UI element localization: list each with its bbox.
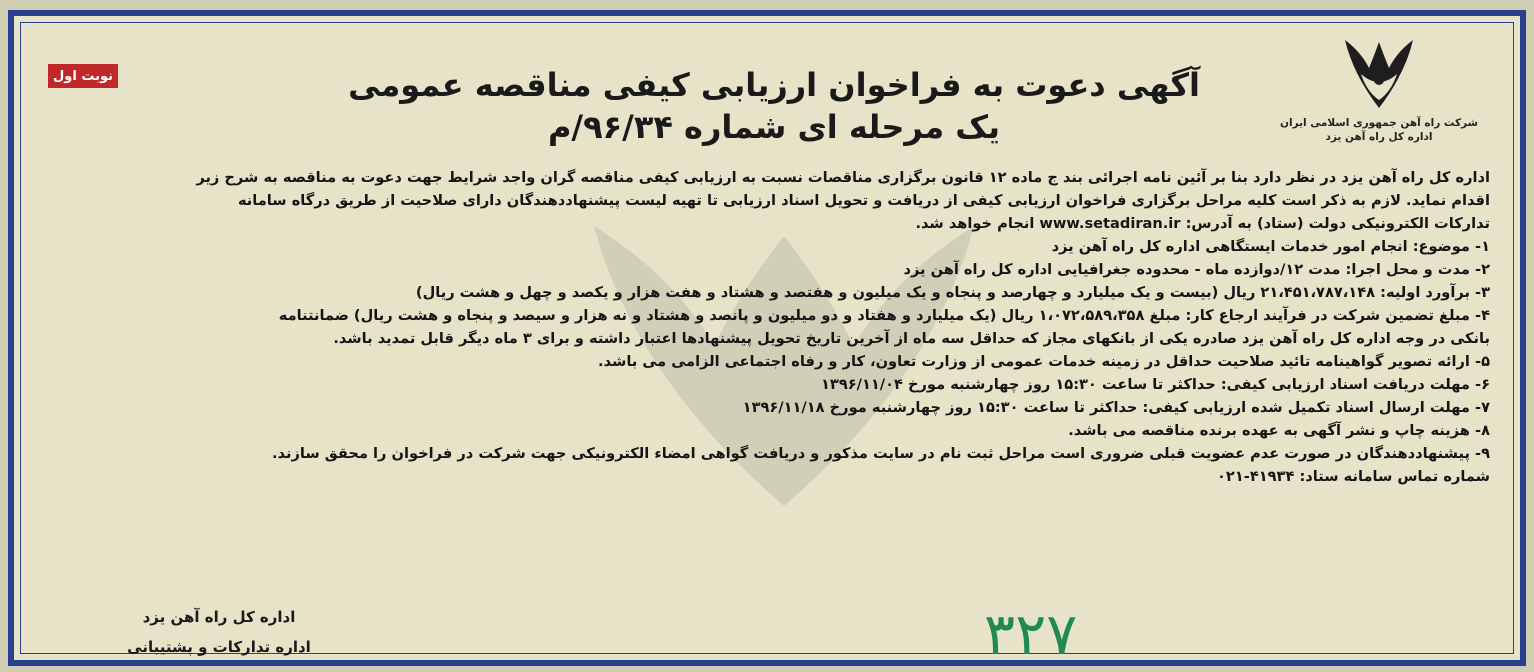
body-line: ۶- مهلت دریافت اسناد ارزیابی کیفی: حداکثر تا ساعت ۱۵:۳۰ روز چهارشنبه مورخ ۱۳۹۶/۱۱/۰۴ [821,376,1490,393]
body-line: ۲- مدت و محل اجرا: مدت ۱۲/دوازده ماه - محدوده جغرافیایی اداره کل راه آهن یزد [903,261,1490,278]
signature-organization: اداره کل راه آهن یزد [142,608,296,626]
railway-logo-icon [1339,34,1419,116]
organization-header [1264,34,1494,144]
body-line: اقدام نماید. لازم به ذکر است کلیه مراحل برگزاری فراخوان ارزیابی کیفی از دریافت و تحویل اسناد ارزیابی تا تهیه لیست پیشنهاددهندگان دارای صلاحیت از طریق درگاه سامانه [237,192,1490,209]
newspaper-notice [8,10,1526,666]
body-line: ۵- ارائه تصویر گواهینامه تائید صلاحیت حداقل در زمینه خدمات عمومی از وزارت تعاون، کار و رفاه اجتماعی الزامی می باشد. [598,353,1490,370]
body-line: ۱- موضوع: انجام امور خدمات ایستگاهی اداره کل راه آهن یزد [1051,238,1490,255]
body-line: ۴- مبلغ تضمین شرکت در فرآیند ارجاع کار: مبلغ ۱،۰۷۲،۵۸۹،۳۵۸ ریال (یک میلیارد و هفتاد و دو میلیون و پانصد و هشتاد و نه هزار و سیصد و پنجاه و هشت ریال) ضمانتنامه [278,307,1490,324]
body-line: ۹- پیشنهاددهندگان در صورت عدم عضویت قبلی ضروری است مراحل ثبت نام در سایت مذکور و دریافت گواهی امضاء الکترونیکی جهت شرکت در فراخوان را محقق سازند. [272,445,1490,462]
signature-department: اداره تدارکات و پشتیبانی [127,638,311,656]
first-publication-badge: نوبت اول [48,64,118,88]
body-line: ۳- برآورد اولیه: ۲۱،۴۵۱،۷۸۷،۱۴۸ ریال (بیست و یک میلیارد و چهارصد و پنجاه و یک میلیون و هفتصد و هشتاد و هفت هزار و یکصد و چهل و هشت ریال) [415,284,1490,301]
organization-name: شرکت راه آهن جمهوری اسلامی ایران [1280,117,1478,129]
handwritten-number: ۳۲۷ [984,600,1078,668]
notice-body [44,166,1490,488]
body-line: ۸- هزینه چاپ و نشر آگهی به عهده برنده مناقصه می باشد. [1068,422,1490,439]
body-line: بانکی در وجه اداره کل راه آهن یزد صادره یکی از بانکهای مجاز که حداقل سه ماه از آخرین تاریخ تحویل پیشنهادها اعتبار داشته و برای ۳ ماه دیگر قابل تمدید باشد. [333,330,1490,347]
body-line: تدارکات الکترونیکی دولت (ستاد) به آدرس: www.setadiran.ir انجام خواهد شد. [915,215,1490,232]
organization-subname: اداره کل راه آهن یزد [1325,131,1433,143]
body-line: شماره تماس سامانه ستاد: ۴۱۹۳۴-۰۲۱ [1217,468,1490,485]
notice-title: آگهی دعوت به فراخوان ارزیابی کیفی مناقصه عمومی [348,66,1200,104]
notice-subtitle: یک مرحله ای شماره ۹۶/۳۴/م [547,108,1001,146]
body-line: اداره کل راه آهن یزد در نظر دارد بنا بر آئین نامه اجرائی بند ج ماده ۱۲ قانون برگزاری مناقصات نسبت به ارزیابی کیفی مناقصه گران واجد شرایط جهت دعوت به مناقصه به شرح زیر [196,169,1490,186]
body-line: ۷- مهلت ارسال اسناد تکمیل شده ارزیابی کیفی: حداکثر تا ساعت ۱۵:۳۰ روز چهارشنبه مورخ ۱۳۹۶/۱۱/۱۸ [742,399,1490,416]
